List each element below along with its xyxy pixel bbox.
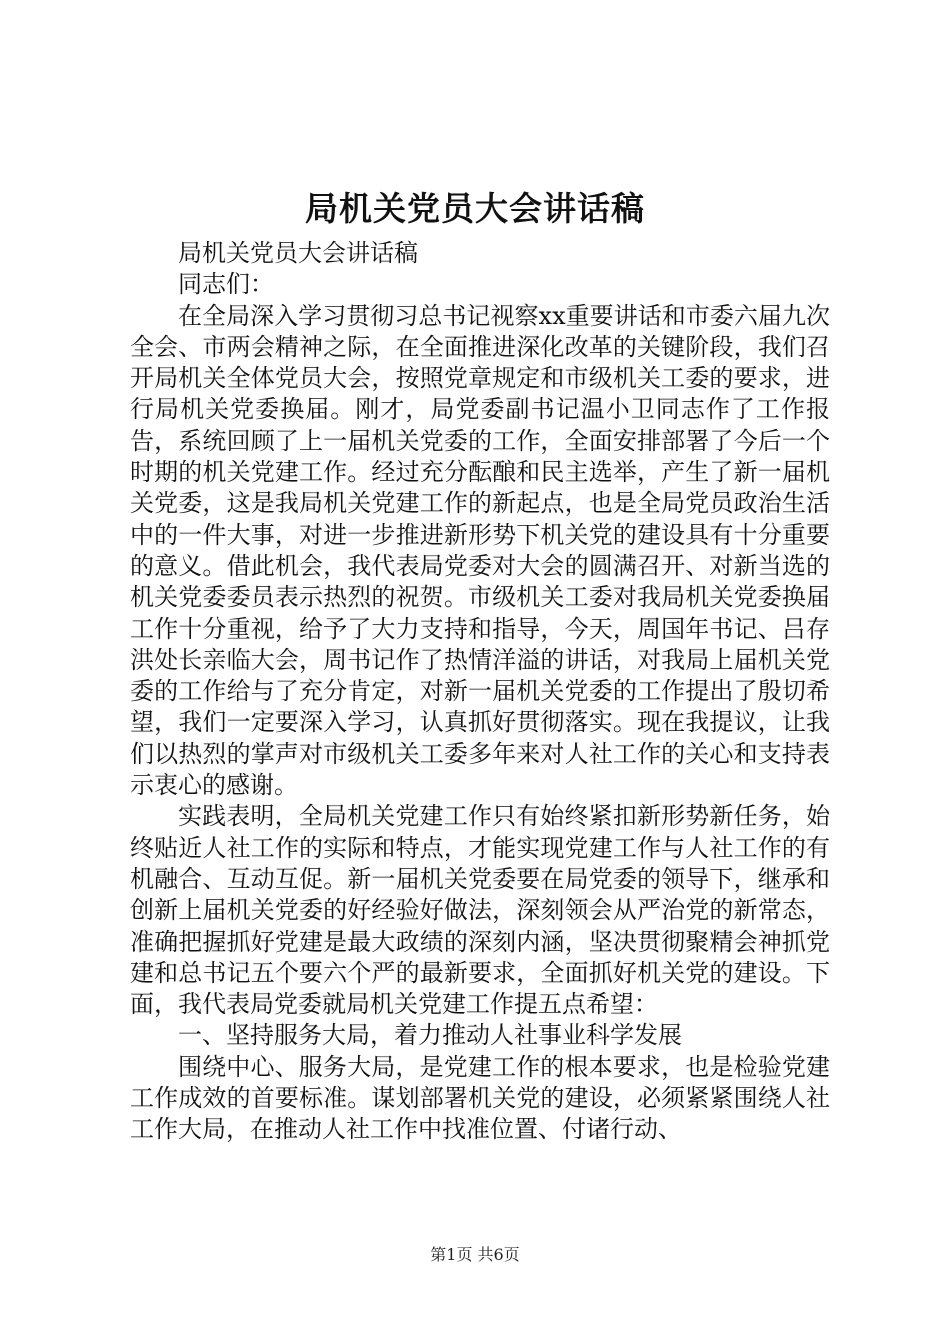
paragraph-opening: 在全局深入学习贯彻习总书记视察xx重要讲话和市委六届九次全会、市两会精神之际，在全面推进深化改革的关键阶段，我们召开局机关全体党员大会，按照党章规定和市级机关工委的要求，进行局机关党委换届。刚才，局党委副书记温小卫同志作了工作报告，系统回顾了上一届机关党委的工作，全面安排部署了今后一个时期的机关党建工作。经过充分酝酿和民主选举，产生了新一届机关党委，这是我局机关党建工作的新起点，也是全局党员政治生活中的一件大事，对进一步推进新形势下机关党的建设具有十分重要的意义。借此机会，我代表局党委对大会的圆满召开、对新当选的机关党委委员表示热烈的祝贺。市级机关工委对我局机关党委换届工作十分重视，给予了大力支持和指导，今天，周国年书记、吕存洪处长亲临大会，周书记作了热情洋溢的讲话，对我局上届机关党委的工作给与了充分肯定，对新一届机关党委的工作提出了殷切希望，我们一定要深入学习，认真抓好贯彻落实。现在我提议，让我们以热烈的掌声对市级机关工委多年来对人社工作的关心和支持表示衷心的感谢。 bbox=[130, 301, 830, 800]
paragraph-salutation: 同志们： bbox=[178, 270, 274, 299]
paragraph-practice: 实践表明，全局机关党建工作只有始终紧扣新形势新任务，始终贴近人社工作的实际和特点，才能实现党建工作与人社工作的有机融合、互动互促。新一届机关党委要在局党委的领导下，继承和创新上届机关党委的好经验好做法，深刻领会从严治党的新常态，准确把握抓好党建是最大政绩的深刻内涵，坚决贯彻聚精会神抓党建和总书记五个要六个严的最新要求，全面抓好机关党的建设。下面，我代表局党委就局机关党建工作提五点希望： bbox=[130, 802, 830, 1019]
document-body bbox=[130, 238, 830, 1146]
section-heading-1: 一、坚持服务大局，着力推动人社事业科学发展 bbox=[178, 1021, 682, 1050]
paragraph-subtitle: 局机关党员大会讲话稿 bbox=[178, 239, 418, 267]
document-title: 局机关党员大会讲话稿 bbox=[305, 189, 645, 228]
page-number-footer: 第1页 共6页 bbox=[430, 1245, 520, 1264]
paragraph-section-1: 围绕中心、服务大局，是党建工作的根本要求，也是检验党建工作成效的首要标准。谋划部署机关党的建设，必须紧紧围绕人社工作大局，在推动人社工作中找准位置、付诸行动、 bbox=[130, 1052, 830, 1144]
